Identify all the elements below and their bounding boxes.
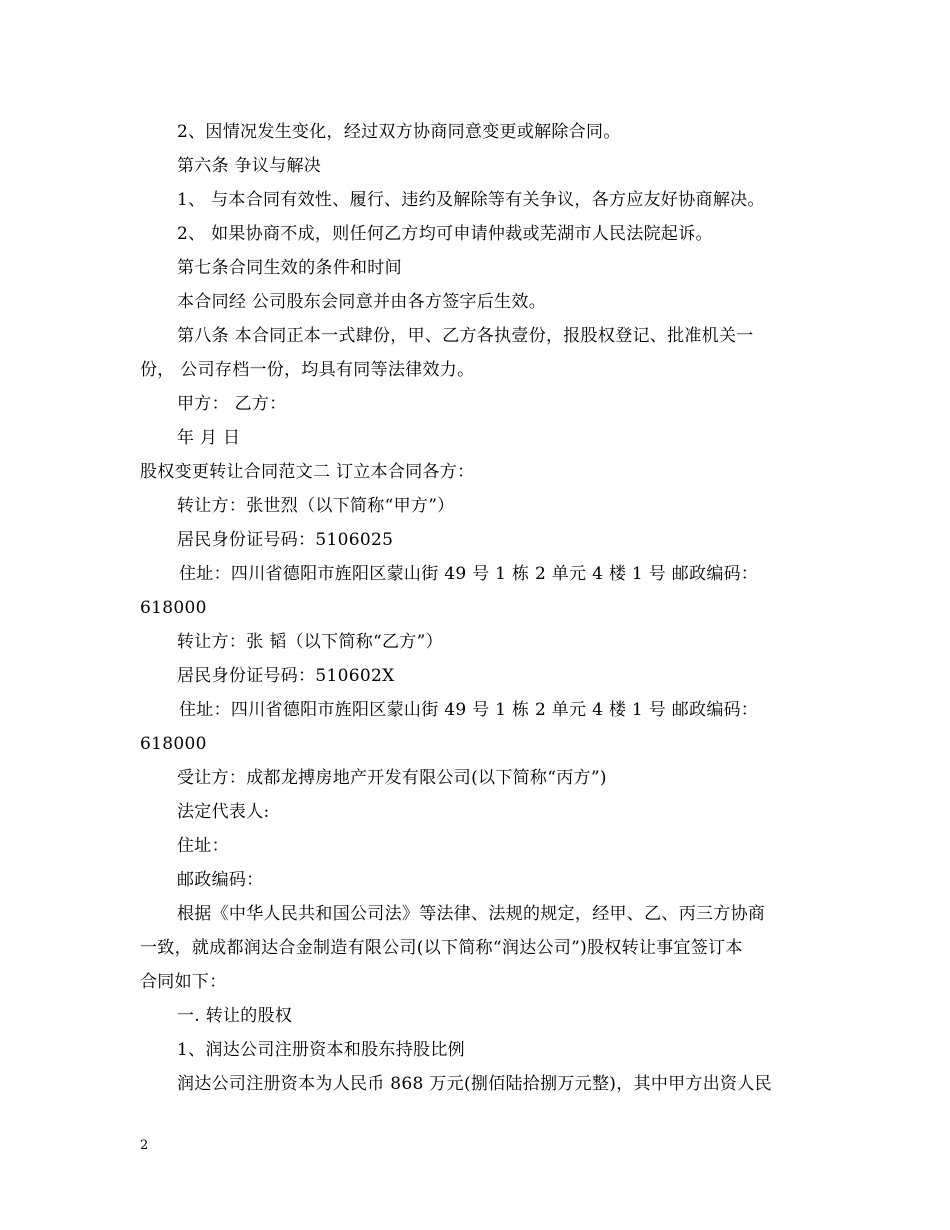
paragraph-line: 转让方：张世烈（以下简称“甲方”） bbox=[177, 496, 455, 516]
paragraph-line: 居民身份证号码：5106025 bbox=[177, 530, 394, 550]
paragraph-line: 润达公司注册资本为人民币 868 万元(捌佰陆拾捌万元整)，其中甲方出资人民 bbox=[177, 1074, 772, 1094]
signature-line: 甲方： 乙方： bbox=[177, 394, 287, 414]
section-heading: 第六条 争议与解决 bbox=[177, 156, 322, 176]
paragraph-line: 法定代表人: bbox=[177, 802, 270, 822]
paragraph-line: 1、 与本合同有效性、履行、违约及解除等有关争议，各方应友好协商解决。 bbox=[177, 190, 765, 210]
paragraph-line: 第八条 本合同正本一式肆份，甲、乙方各执壹份，报股权登记、批准机关一 bbox=[177, 326, 754, 346]
paragraph-line: 2、因情况发生变化，经过双方协商同意变更或解除合同。 bbox=[177, 122, 621, 142]
paragraph-line: 一致，就成都润达合金制造有限公司(以下简称“润达公司”)股权转让事宜签订本 bbox=[140, 938, 743, 958]
paragraph-line: 住址： bbox=[177, 836, 229, 856]
paragraph-line: 618000 bbox=[140, 598, 207, 618]
paragraph-line: 份， 公司存档一份，均具有同等法律效力。 bbox=[140, 360, 475, 380]
paragraph-line: 住址：四川省德阳市旌阳区蒙山街 49 号 1 栋 2 单元 4 楼 1 号 邮政编码： bbox=[179, 700, 759, 720]
paragraph-line: 1、润达公司注册资本和股东持股比例 bbox=[177, 1040, 465, 1060]
paragraph-line: 根据《中华人民共和国公司法》等法律、法规的规定，经甲、乙、丙三方协商 bbox=[177, 904, 766, 924]
page-number: 2 bbox=[140, 1138, 149, 1153]
paragraph-line: 受让方：成都龙搏房地产开发有限公司(以下简称“丙方”) bbox=[177, 768, 607, 788]
section-heading: 股权变更转让合同范文二 订立本合同各方： bbox=[140, 462, 475, 482]
paragraph-line: 618000 bbox=[140, 734, 207, 754]
section-heading: 第七条合同生效的条件和时间 bbox=[177, 258, 402, 278]
date-line: 年 月 日 bbox=[177, 428, 241, 448]
paragraph-line: 2、 如果协商不成，则任何乙方均可申请仲裁或芜湖市人民法院起诉。 bbox=[177, 224, 713, 244]
paragraph-line: 合同如下： bbox=[140, 972, 227, 992]
paragraph-line: 住址：四川省德阳市旌阳区蒙山街 49 号 1 栋 2 单元 4 楼 1 号 邮政编码： bbox=[179, 564, 759, 584]
paragraph-line: 邮政编码： bbox=[177, 870, 264, 890]
paragraph-line: 居民身份证号码：510602X bbox=[177, 666, 395, 686]
section-heading: 一. 转让的股权 bbox=[177, 1006, 293, 1026]
paragraph-line: 转让方：张 韬（以下简称“乙方”） bbox=[177, 632, 443, 652]
paragraph-line: 本合同经 公司股东会同意并由各方签字后生效。 bbox=[177, 292, 547, 312]
